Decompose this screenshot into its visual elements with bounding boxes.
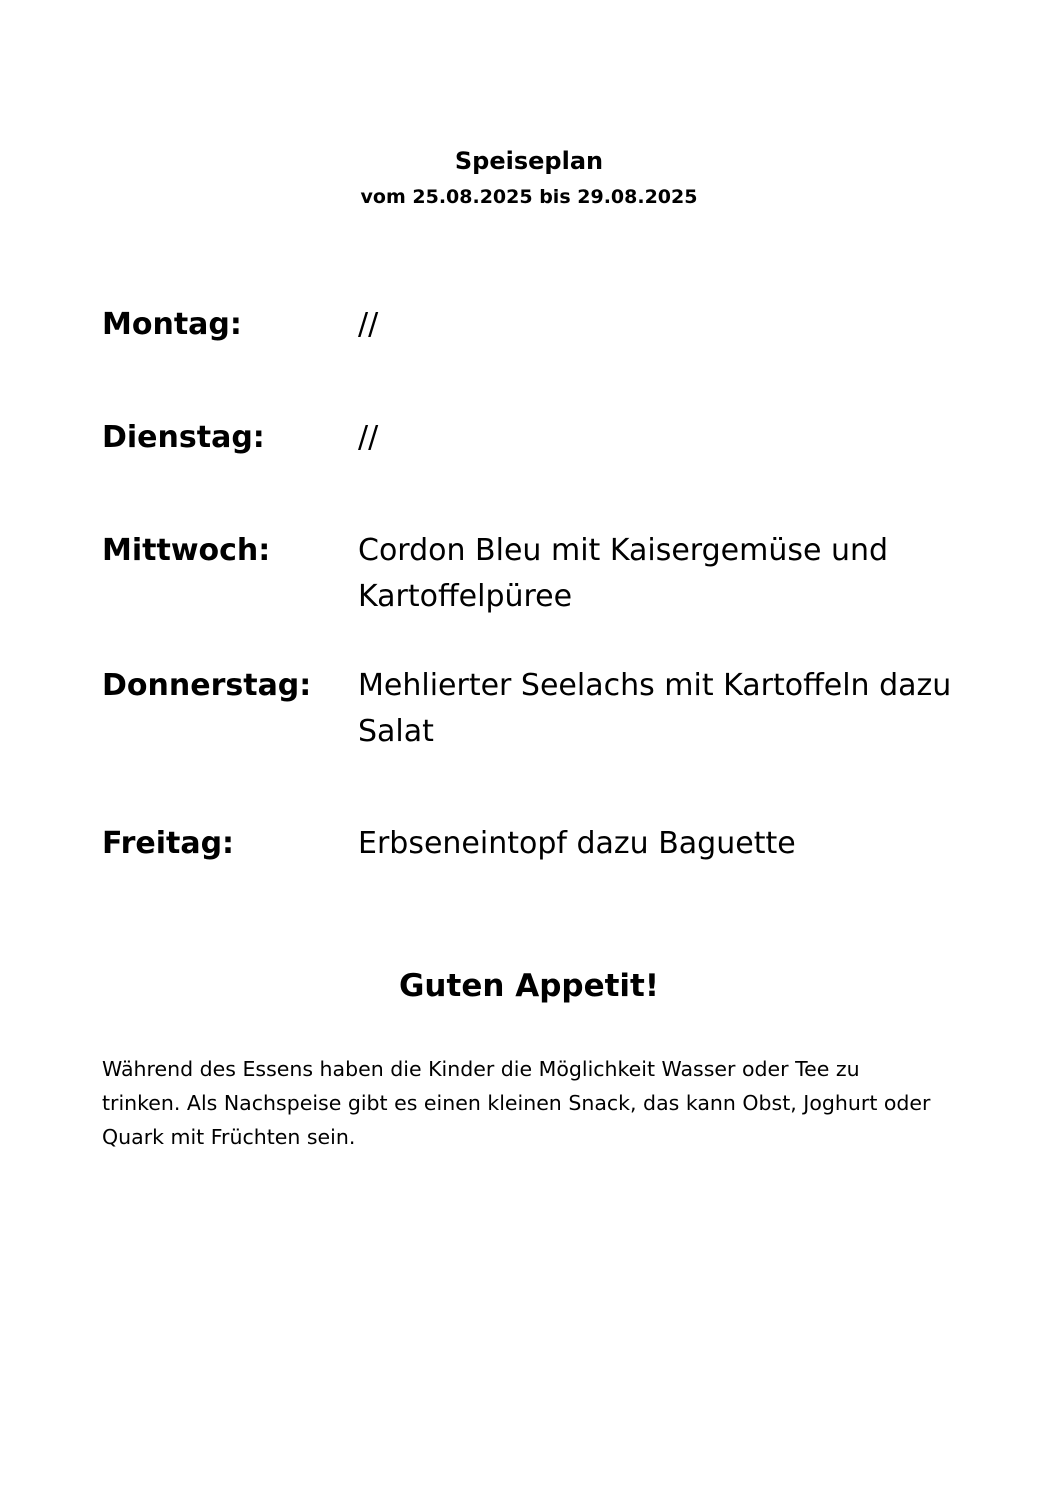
- greeting: Guten Appetit!: [398, 968, 660, 1004]
- day-label-freitag: Freitag:: [102, 826, 235, 861]
- day-label-mittwoch: Mittwoch:: [102, 533, 271, 568]
- meal-montag: //: [358, 307, 379, 342]
- meal-freitag: Erbseneintopf dazu Baguette: [358, 826, 796, 861]
- info-note: Während des Essens haben die Kinder die Möglichkeit Wasser oder Tee zu trinken. Als Nachspeise gibt es einen kleinen Snack, das kann Obst, Joghurt oder Quark mit Früchten sein.: [102, 1057, 931, 1149]
- page-title: Speiseplan: [454, 147, 604, 175]
- meal-donnerstag: Mehlierter Seelachs mit Kartoffeln dazu Salat: [358, 668, 952, 749]
- date-range: vom 25.08.2025 bis 29.08.2025: [360, 186, 698, 208]
- day-label-donnerstag: Donnerstag:: [102, 668, 312, 703]
- meal-mittwoch: Cordon Bleu mit Kaisergemüse und Kartoffelpüree: [358, 533, 889, 614]
- day-label-montag: Montag:: [102, 307, 242, 342]
- day-label-dienstag: Dienstag:: [102, 420, 265, 455]
- meal-dienstag: //: [358, 420, 379, 455]
